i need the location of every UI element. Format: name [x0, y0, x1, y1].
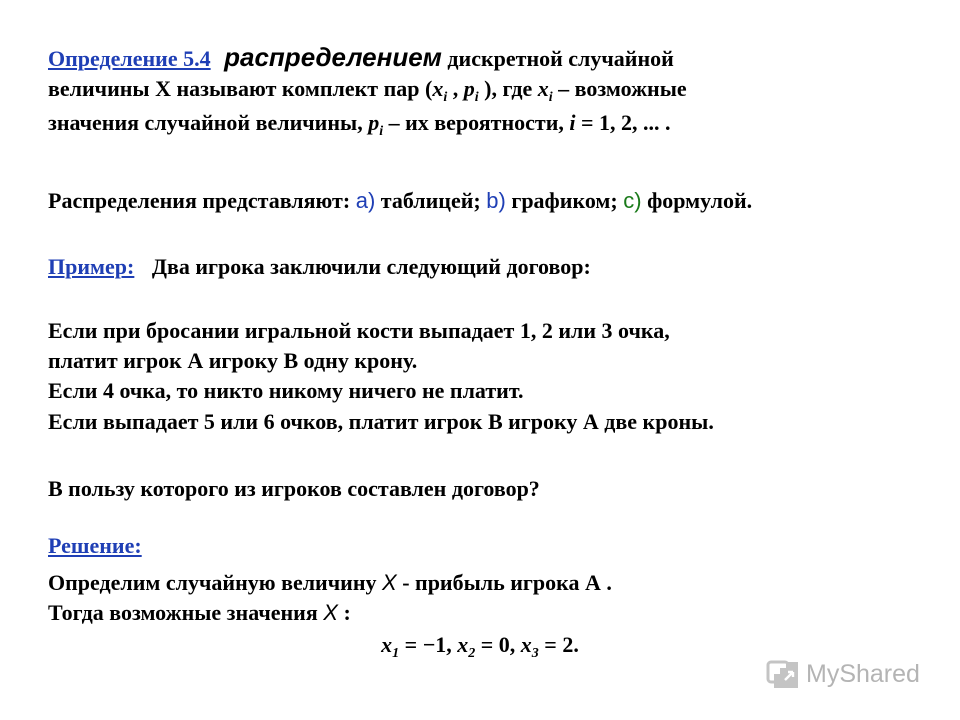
solution-line-2 [48, 600, 351, 626]
definition-term: распределением [224, 42, 442, 72]
var-x: x [457, 632, 469, 657]
solution-link[interactable]: Решение: [48, 533, 142, 558]
sub-i: i [443, 90, 448, 105]
definition-text: , [447, 76, 464, 101]
formula-value-2: = 0, [475, 632, 521, 657]
representations-intro: Распределения представляют: [48, 188, 356, 213]
rule-line-4: Если выпадает 5 или 6 очков, платит игрок В игроку А две кроны. [48, 409, 714, 434]
var-x: x [520, 632, 532, 657]
sub-2: 2 [468, 646, 476, 661]
watermark [766, 658, 920, 690]
sub-i: i [474, 90, 479, 105]
example-line [48, 254, 591, 280]
sub-i: i [379, 124, 384, 139]
option-c-text: формулой. [641, 188, 753, 213]
var-X: X [323, 600, 338, 625]
rule-line-2: платит игрок А игроку В одну крону. [48, 348, 418, 373]
example-link[interactable]: Пример: [48, 254, 135, 279]
option-c: c) [623, 188, 642, 213]
rule-line-3: Если 4 очка, то никто никому ничего не платит. [48, 378, 524, 403]
definition-line-1 [48, 44, 674, 72]
solution-line-1 [48, 570, 612, 596]
solution-text: - прибыль игрока А . [396, 570, 612, 595]
option-a: a) [355, 188, 376, 213]
var-x: x [537, 76, 549, 101]
var-X: X [382, 570, 397, 595]
rule-line-1: Если при бросании игральной кости выпадает 1, 2 или 3 очка, [48, 318, 670, 343]
option-b: b) [486, 188, 506, 213]
var-p: p [463, 76, 475, 101]
var-x: x [432, 76, 444, 101]
definition-text: величины X называют комплект пар ( [48, 76, 433, 101]
option-b-text: графиком; [505, 188, 624, 213]
representations-line [48, 188, 752, 214]
solution-text: Определим случайную величину [48, 570, 382, 595]
definition-link[interactable]: Определение 5.4 [48, 46, 211, 71]
watermark-text: MyShared [806, 659, 920, 688]
definition-line1-tail: дискретной случайной [447, 46, 674, 71]
var-p: p [368, 110, 380, 135]
definition-text: значения случайной величины, [48, 110, 369, 135]
solution-text: : [337, 600, 351, 625]
definition-text: ), где [478, 76, 538, 101]
sub-1: 1 [392, 646, 400, 661]
solution-text: Тогда возможные значения [48, 600, 324, 625]
var-i: i [569, 110, 576, 135]
var-x: x [381, 632, 393, 657]
definition-text: = 1, 2, ... . [575, 110, 671, 135]
example-text: Два игрока заключили следующий договор: [151, 254, 591, 279]
sub-3: 3 [531, 646, 539, 661]
sub-i: i [548, 90, 553, 105]
definition-text: – их вероятности, [383, 110, 570, 135]
option-a-text: таблицей; [375, 188, 487, 213]
definition-line-3 [48, 110, 671, 145]
formula-value-1: = −1, [399, 632, 458, 657]
solution-line [48, 533, 142, 559]
question-line: В пользу которого из игроков составлен договор? [48, 476, 540, 501]
myshared-logo-icon [766, 658, 800, 690]
definition-text: – возможные [552, 76, 687, 101]
definition-line-2 [48, 76, 687, 111]
formula-value-3: = 2. [538, 632, 579, 657]
